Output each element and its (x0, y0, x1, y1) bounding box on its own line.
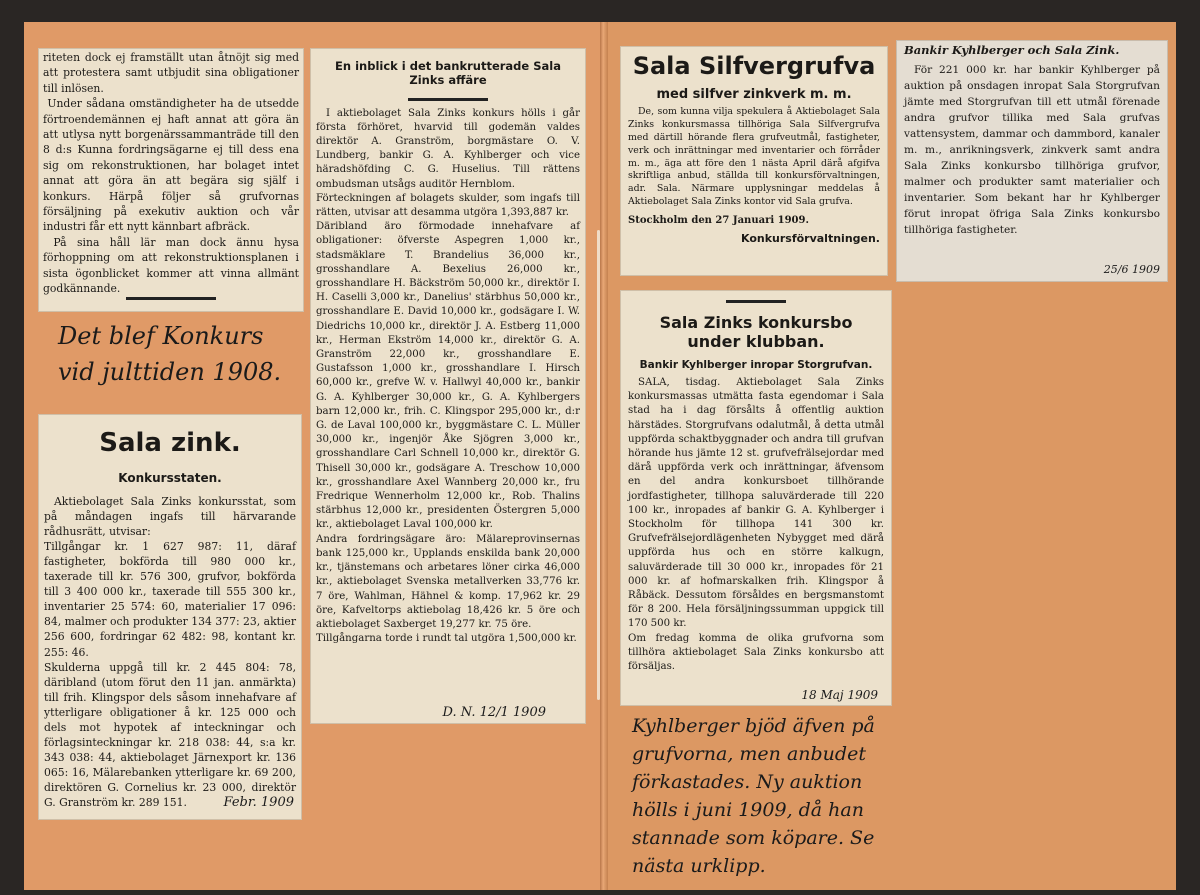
article-text: De, som kunna vilja spekulera å Aktiebolaget Sala Zinks konkursmassa tillhöriga Sala Silfvergrufva med därtill hörande flera grufveutmål, fastigheter, verk och inrättningar med inventarier och förråder m. m., äga att före den 1 nästa April därå afgifva skriftliga anbud, ställda till konkursförvaltningen, adr. Sala. Närmare upplysningar meddelas å Aktiebolaget Sala Zinks kontor vid Sala grufva. (628, 106, 883, 207)
handwritten-note-auktion: Kyhlberger bjöd äfven på grufvorna, men anbudet förkastades. Ny auktion hölls i juni 1909, då han stannade som köpare. Se nästa urklipp. (632, 715, 875, 877)
handwritten-note-konkurs: Det blef Konkurs vid julttiden 1908. (58, 322, 282, 386)
clipping-bankrutterade (310, 48, 586, 724)
article-title: Bankir Kyhlberger och Sala Zink. (904, 43, 1120, 57)
clipping-sala-zink (38, 414, 302, 820)
sender-signature: Konkursförvaltningen. (740, 232, 880, 246)
article-subtitle: Konkursstaten. (118, 471, 222, 486)
article-title: Sala zink. (99, 428, 241, 458)
handwritten-date: D. N. 12/1 1909 (442, 705, 546, 720)
handwritten-date: Febr. 1909 (223, 795, 294, 810)
article-text: riteten dock ej framställt utan åtnöjt sig med att protestera samt utbjudit sina obligationer till inlösen. Under sådana omständigheter ha de utsedde förtroendemännen ej haft annat att göra än att utlysa nytt borgenärssammanträde till den 8 d:s Kunna fordringsägarne ej till dess ena sig om rekonstruktionen, har bolaget intet annat att göra än att begära sig själf i konkurs. Härpå följer så grufvornas försäljning på exekutiv auktion och vår industri får ett nytt kännbart afbräck. På sina håll lär man dock ännu hysa förhoppning om att rekonstruktionsplanen i sista ögonblicket kommer att vinna allmänt godkännande. (43, 51, 299, 296)
binding-thread (597, 230, 600, 700)
column-rule (126, 297, 216, 300)
article-text: Aktiebolaget Sala Zinks konkursstat, som på måndagen ingafs till härvarande rådhusrätt, utvisar: Tillgångar kr. 1 627 987: 11, däraf fastigheter, bokförda till 980 000 kr., taxerade till kr. 576 300, grufvor, bokförda till 3 400 000 kr., taxerade till 555 300 kr., inventarier 25 574: 60, materialier 17 096: 84, malmer och produkter 134 377: 23, aktier 256 600, fordringar 62 482: 98, kontant kr. 255: 46. Skulderna uppgå till kr. 2 445 804: 78, däribland (utom förut den 11 jan. anmärkta) till frih. Klingspor dels såsom innehafvare af ytterligare obligationer å kr. 125 000 och dels mot hypotek af inteckningar och förlagsinteckningar kr. 218 038: 44, s:a kr. 343 038: 44, aktiebolaget Järnexport kr. 136 065: 16, Mälarebanken ytterligare kr. 69 200, direktören G. Cornelius kr. 23 000, direktör G. Granström kr. 289 151. (44, 494, 296, 810)
clipping-kyhlberger-sala-zink (896, 40, 1168, 282)
article-text: I aktiebolaget Sala Zinks konkurs hölls i går första förhöret, hvarvid till godemän valdes direktör A. Granström, borgmästare O. V. Lundberg, bankir G. A. Kyhlberger och vice häradshöfding C. G. Huselius. Till rättens ombudsman utsågs auditör Hernblom. Förteckningen af bolagets skulder, som ingafs till rätten, utvisar att desamma utgöra 1,393,887 kr. Däribland äro förmodade innehafvare af obligationer: öfverste Aspegren 1,000 kr., stadsmäklare T. Brandelius 36,000 kr., grosshandlare A. Bexelius 26,000 kr., grosshandlare H. Bäckström 50,000 kr., direktör I. H. Caselli 3,000 kr., Danelius' stärbhus 50,000 kr., grosshandlare E. David 10,000 kr., godsägare I. W. Diedrichs 10,000 kr., direktör J. A. Estberg 11,000 kr., Herman Ekström 14,000 kr., direktör G. A. Granström 22,000 kr., grosshandlare E. Gustafsson 1,000 kr., grosshandlare I. Hirsch 60,000 kr., grefve W. v. Hallwyl 40,000 kr., bankir G. A. Kyhlberger 30,000 kr., G. A. Kyhlbergers barn 12,000 kr., frih. C. Klingspor 295,000 kr., d:r G. de Laval 100,000 kr., byggmästare C. L. Müller 30,000 kr., ingenjör Åke Sjögren 3,000 kr., grosshandlare Carl Schnell 10,000 kr., direktör G. Thisell 30,000 kr., godsägare A. Treschow 10,000 kr., grosshandlare Axel Wannberg 20,000 kr., fru Fredrique Wennerholm 12,000 kr., Rob. Thalins stärbhus 12,000 kr., presidenten Östergren 5,000 kr., aktiebolaget Laval 100,000 kr. Andra fordringsägare äro: Mälareprovinsernas bank 125,000 kr., Upplands enskilda bank 20,000 kr., tjänstemans och arbetares löner cirka 46,000 kr., aktiebolaget Svenska metallverken 33,776 kr. 7 öre, Wahlman, Hähnel & komp. 17,962 kr. 29 öre, Kafveltorps aktiebolag 18,426 kr. 5 öre och aktiebolaget Saxberget 19,277 kr. 75 öre. Tillgångarna torde i rundt tal utgöra 1,500,000 kr. (316, 107, 580, 645)
article-subtitle: med silfver zinkverk m. m. (656, 86, 852, 102)
article-subtitle: Bankir Kyhlberger inropar Storgrufvan. (639, 359, 873, 372)
article-text: För 221 000 kr. har bankir Kyhlberger på auktion på onsdagen inropat Sala Storgrufvan jämte med Storgrufvan till ett utmål förenade andra grufvor tillika med Sala grufvas vattensystem, dammar och dammbord, kanaler m. m., anrikningsverk, zinkverk samt andra Sala Zinks konkursbo tillhöriga grufvor, malmer och produkter samt materialier och inventarier. Som bekant har hr Kyhlberger förut inropat öfriga Sala Zinks konkursbo tillhöriga fastigheter. (904, 63, 1164, 236)
article-title: Sala Silfvergrufva (632, 52, 876, 80)
article-title: Sala Zinks konkursbo under klubban. (659, 313, 853, 352)
clipping-reconstruction (38, 48, 304, 312)
title-rule (408, 98, 488, 101)
article-title: En inblick i det bankrutterade Sala Zinks affäre (335, 59, 561, 87)
handwritten-date: 18 Maj 1909 (801, 688, 878, 702)
clipping-konkursbo-under-klubban (620, 290, 892, 706)
dateline: Stockholm den 27 Januari 1909. (628, 214, 809, 226)
top-rule (726, 300, 786, 303)
clipping-sala-silfvergrufva (620, 46, 888, 276)
book-spine (600, 22, 608, 890)
handwritten-date: 25/6 1909 (1103, 263, 1160, 276)
article-text: SALA, tisdag. Aktiebolaget Sala Zinks konkursmassas utmätta fasta egendomar i Sala stad ha i dag försålts å offentlig auktion härstädes. Storgrufvans odalutmål, å detta utmål uppförda schaktbyggnader och andra till grufvan hörande hus jämte 12 st. grufvefrälsejordar med därå uppförda verk och inrättningar, äfvensom en del andra konkursboet tillhörande jordfastigheter, tillhopa saluvärderade till 220 100 kr., inropades af bankir G. A. Kyhlberger i Stockholm för tillhopa 141 300 kr. Grufvefrälsejordlägenheten Nybygget med därå uppförda hus och en större kalkugn, saluvärderade till 30 000 kr., inropades för 21 000 kr. af hofmarskalken frih. Klingspor å Råbäck. Dessutom försåldes en bergsmanstomt för 8 200. Hela försäljningssumman uppgick till 170 500 kr. Om fredag komma de olika grufvorna som tillhöra aktiebolaget Sala Zinks konkursbo att försäljas. (628, 376, 884, 673)
